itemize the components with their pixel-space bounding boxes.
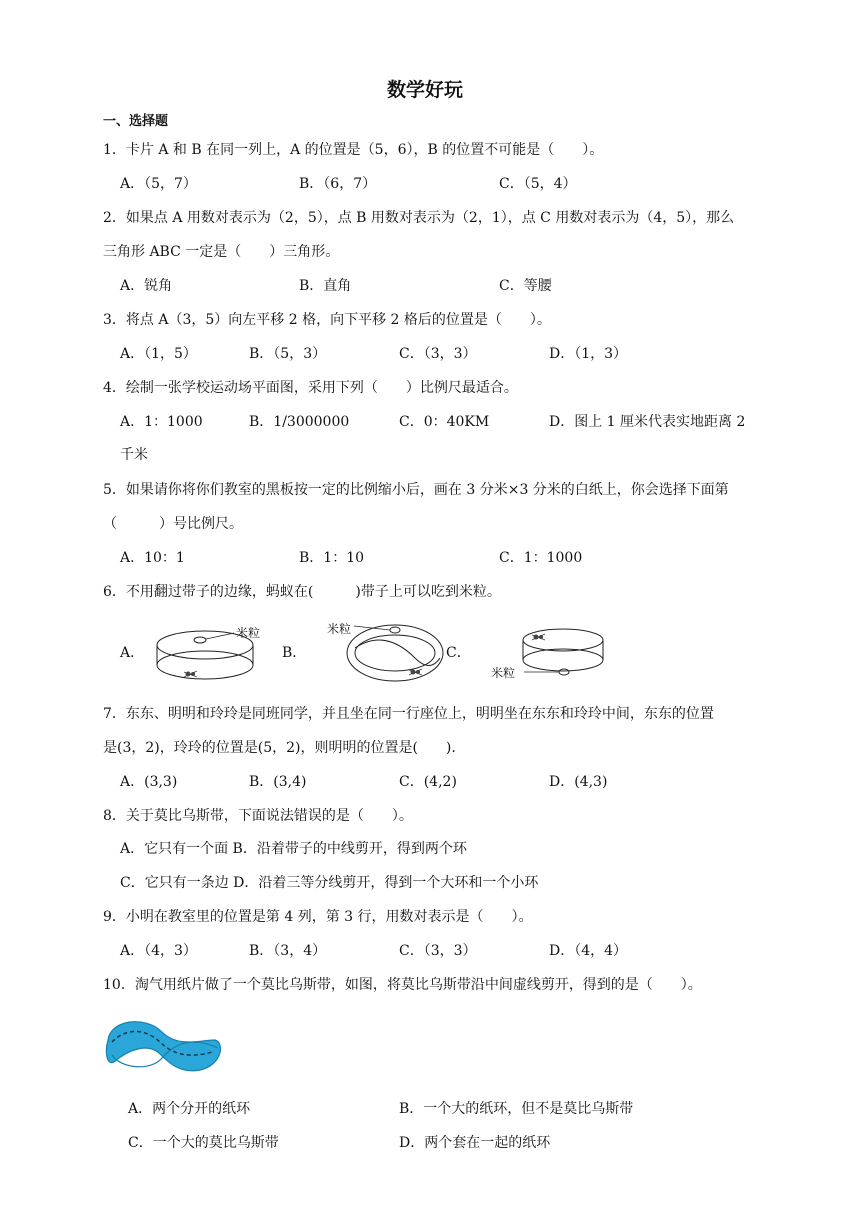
rice-label-c: 米粒 [491, 666, 516, 680]
question-2-stem-line2: 三角形 ABC 一定是（ ）三角形。 [103, 244, 340, 260]
question-7-option-c[interactable]: C．(4,2) [399, 774, 457, 790]
question-7-option-d[interactable]: D．(4,3) [549, 774, 608, 790]
question-3-option-d[interactable]: D．（1，3） [549, 346, 628, 362]
page-title: 数学好玩 [387, 79, 464, 101]
mobius-strip-figure [100, 1010, 225, 1080]
question-9-option-b[interactable]: B．（3，4） [249, 943, 327, 959]
question-1-option-c[interactable]: C．（5，4） [499, 176, 577, 192]
question-10-option-d[interactable]: D．两个套在一起的纸环 [399, 1135, 551, 1151]
section-heading: 一、选择题 [103, 114, 169, 129]
question-1-option-a[interactable]: A．（5，7） [120, 176, 197, 192]
question-5-stem-line2: （ ）号比例尺。 [103, 516, 243, 532]
ring-band-c-figure [518, 626, 608, 686]
question-4-stem: 4．绘制一张学校运动场平面图，采用下列（ ）比例尺最适合。 [103, 380, 518, 396]
question-6-option-b[interactable]: B． [282, 645, 307, 661]
question-2-option-b[interactable]: B．直角 [299, 278, 352, 294]
question-9-option-c[interactable]: C．（3，3） [399, 943, 477, 959]
question-7-option-a[interactable]: A．(3,3) [120, 774, 178, 790]
question-9-stem: 9．小明在教室里的位置是第 4 列，第 3 行，用数对表示是（ ）。 [103, 909, 533, 925]
question-7-option-b[interactable]: B．(3,4) [249, 774, 307, 790]
question-7-stem-line1: 7．东东、明明和玲玲是同班同学，并且坐在同一行座位上，明明坐在东东和玲玲中间，东东的位置 [103, 706, 714, 722]
question-4-option-d[interactable]: D．图上 1 厘米代表实地距离 2 [549, 414, 746, 430]
question-10-option-b[interactable]: B．一个大的纸环，但不是莫比乌斯带 [399, 1101, 634, 1117]
question-6-stem: 6．不用翻过带子的边缘，蚂蚁在( )带子上可以吃到米粒。 [103, 584, 501, 600]
question-1-stem: 1．卡片 A 和 B 在同一列上，A 的位置是（5，6），B 的位置不可能是（ ）。 [103, 142, 604, 158]
question-2-stem-line1: 2．如果点 A 用数对表示为（2，5），点 B 用数对表示为（2，1），点 C 用数对表示为（4，5），那么 [103, 210, 735, 226]
question-4-option-a[interactable]: A．1：1000 [120, 414, 203, 430]
question-9-option-d[interactable]: D．（4，4） [549, 943, 628, 959]
question-5-option-a[interactable]: A．10：1 [120, 550, 185, 566]
question-5-option-b[interactable]: B．1：10 [299, 550, 365, 566]
question-5-stem-line1: 5．如果请你将你们教室的黑板按一定的比例缩小后，画在 3 分米×3 分米的白纸上，你会选择下面第 [103, 482, 729, 498]
question-1-option-b[interactable]: B．（6，7） [299, 176, 377, 192]
question-3-option-a[interactable]: A．（1，5） [120, 346, 197, 362]
question-3-option-b[interactable]: B．（5，3） [249, 346, 327, 362]
rice-label-b: 米粒 [327, 622, 352, 636]
rice-label-a: 米粒 [236, 626, 261, 640]
question-3-stem: 3．将点 A（3，5）向左平移 2 格，向下平移 2 格后的位置是（ ）。 [103, 312, 551, 328]
question-2-option-c[interactable]: C．等腰 [499, 278, 552, 294]
twisted-band-b-figure [340, 618, 450, 688]
question-7-stem-line2: 是(3，2)，玲玲的位置是(5，2)，则明明的位置是( ). [103, 740, 456, 756]
question-4-option-b[interactable]: B．1/3000000 [249, 414, 350, 430]
question-6-option-c[interactable]: C． [446, 645, 471, 661]
question-8-stem: 8．关于莫比乌斯带，下面说法错误的是（ ）。 [103, 808, 413, 824]
question-10-option-a[interactable]: A．两个分开的纸环 [128, 1101, 251, 1117]
question-9-option-a[interactable]: A．（4，3） [120, 943, 197, 959]
question-10-stem: 10．淘气用纸片做了一个莫比乌斯带，如图，将莫比乌斯带沿中间虚线剪开，得到的是（ ）。 [103, 977, 702, 993]
question-6-option-a[interactable]: A． [120, 645, 145, 661]
question-8-options-line2[interactable]: C．它只有一条边 D．沿着三等分线剪开，得到一个大环和一个小环 [120, 875, 539, 891]
question-8-options-line1[interactable]: A．它只有一个面 B．沿着带子的中线剪开，得到两个环 [120, 841, 467, 857]
question-2-option-a[interactable]: A．锐角 [120, 278, 173, 294]
ant-icon [184, 671, 197, 677]
question-4-option-c[interactable]: C．0：40KM [399, 414, 490, 430]
question-3-option-c[interactable]: C．（3，3） [399, 346, 477, 362]
question-10-option-c[interactable]: C．一个大的莫比乌斯带 [128, 1135, 279, 1151]
question-5-option-c[interactable]: C．1：1000 [499, 550, 583, 566]
question-4-option-d-continued: 千米 [120, 447, 148, 463]
ant-icon [532, 634, 545, 640]
